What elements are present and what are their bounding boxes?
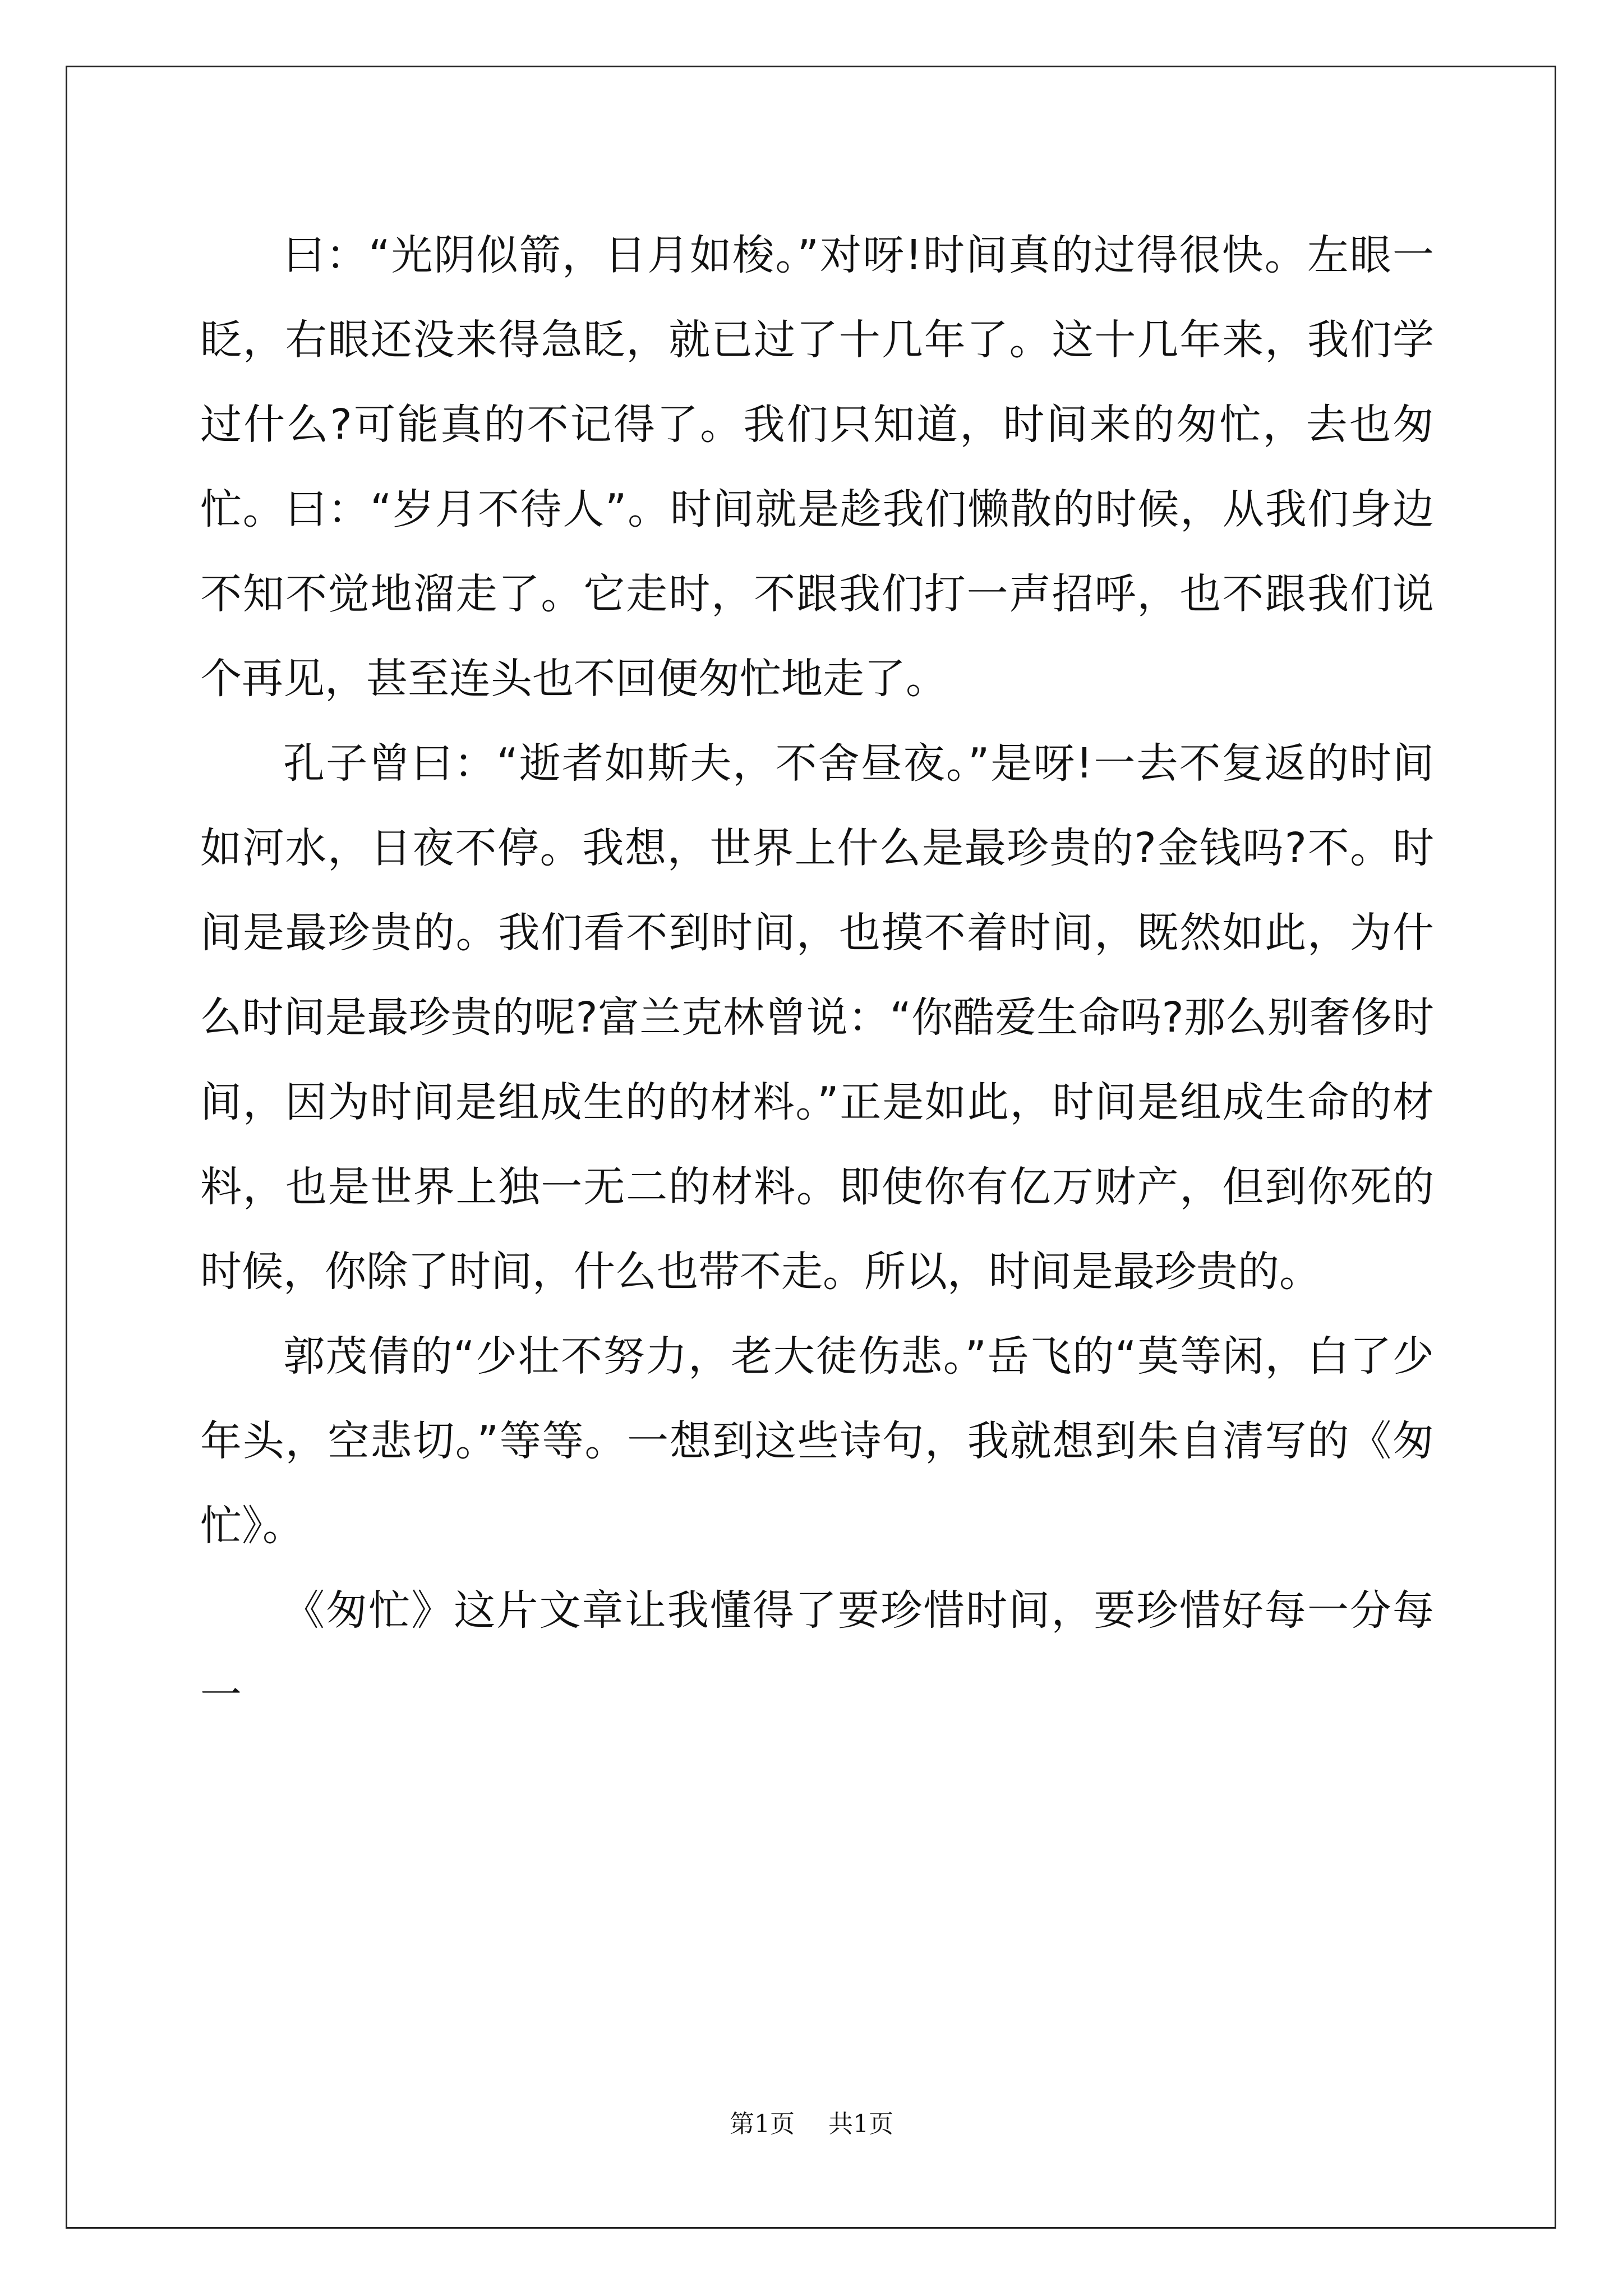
page-footer [0,2104,1623,2139]
page-number-current: 第1页 [730,2110,795,2138]
paragraph-4: 《匆忙》这片文章让我懂得了要珍惜时间，要珍惜好每一分每一 [200,1586,1434,1719]
page-number-total: 共1页 [828,2110,893,2138]
paragraph-2: 孔子曾曰：“逝者如斯夫，不舍昼夜。”是呀!一去不复返的时间如河水，日夜不停。我想，世界上什么是最珍贵的?金钱吗?不。时间是最珍贵的。我们看不到时间，也摸不着时间，既然如此，为什么时间是最珍贵的呢?富兰克林曾说：“你酷爱生命吗?那么别奢侈时间，因为时间是组成生的的材料。”正是如此，时间是组成生命的材料，也是世界上独一无二的材料。即使你有亿万财产，但到你死的时候，你除了时间，什么也带不走。所以，时间是最珍贵的。 [200,739,1434,1296]
document-body [200,213,1434,1738]
paragraph-3: 郭茂倩的“少壮不努力，老大徒伤悲。”岳飞的“莫等闲，白了少年头，空悲切。”等等。一想到这些诗句，我就想到朱自清写的《匆忙》。 [200,1332,1434,1550]
paragraph-1: 曰：“光阴似箭，日月如梭。”对呀!时间真的过得很快。左眼一眨，右眼还没来得急眨，就已过了十几年了。这十几年来，我们学过什么?可能真的不记得了。我们只知道，时间来的匆忙，去也匆忙。曰：“岁月不待人”。时间就是趁我们懒散的时候，从我们身边不知不觉地溜走了。它走时，不跟我们打一声招呼，也不跟我们说个再见，甚至连头也不回便匆忙地走了。 [200,231,1434,703]
